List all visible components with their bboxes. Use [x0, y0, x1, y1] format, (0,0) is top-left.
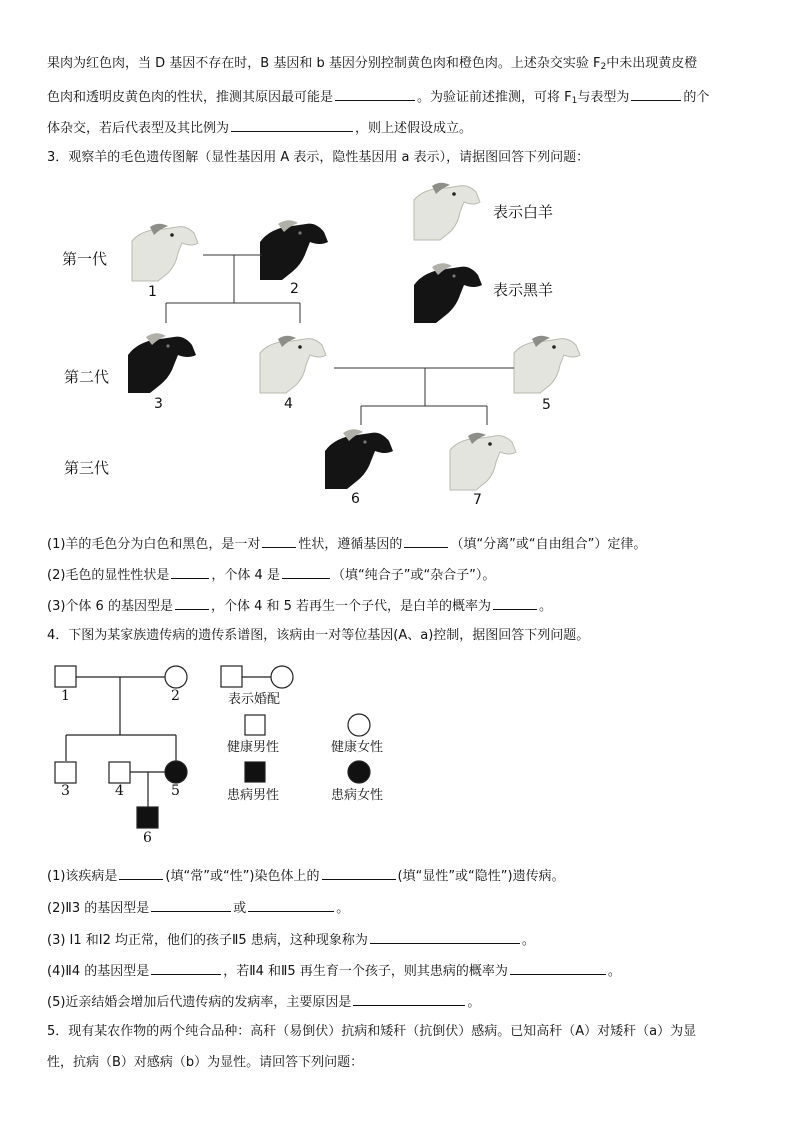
answer-blank[interactable]: [151, 960, 221, 975]
sheep-label: 4: [284, 396, 293, 412]
legend-affected-female-label: 患病女性: [331, 788, 384, 803]
answer-blank[interactable]: [404, 533, 448, 548]
sheep-label: 3: [154, 396, 163, 412]
answer-blank[interactable]: [353, 991, 465, 1006]
legend-healthy-female-label: 健康女性: [331, 740, 384, 755]
q4-stem: 4．下图为某家族遗传病的遗传系谱图，该病由一对等位基因(A、a)控制，据图回答下列问题。: [47, 628, 590, 643]
legend-marriage-male-icon: [221, 666, 242, 687]
answer-blank[interactable]: [231, 117, 353, 132]
legend-black-label: 表示黑羊: [493, 281, 554, 299]
answer-blank[interactable]: [510, 960, 606, 975]
answer-blank[interactable]: [175, 595, 209, 610]
q5-line2: 性，抗病（B）对感病（b）为显性。请回答下列问题：: [47, 1055, 364, 1070]
legend-affected-female-icon: [348, 761, 370, 783]
q5-line1: 5．现有某农作物的两个纯合品种：高秆（易倒伏）抗病和矮秆（抗倒伏）感病。已知高秆（A）对矮秆（a）为显: [47, 1024, 697, 1039]
legend-black-sheep-icon: [414, 263, 482, 323]
answer-blank[interactable]: [119, 865, 163, 880]
generation-3-label: 第三代: [64, 459, 110, 477]
sheep-label: 2: [290, 281, 299, 297]
q3-stem: 3．观察羊的毛色遗传图解（显性基因用 A 表示，隐性基因用 a 表示），请据图回答下列问题：: [47, 150, 590, 165]
answer-blank[interactable]: [248, 897, 334, 912]
answer-blank[interactable]: [493, 595, 537, 610]
answer-blank[interactable]: [322, 865, 396, 880]
answer-blank[interactable]: [631, 86, 681, 101]
sheep-label: 5: [542, 397, 551, 413]
answer-blank[interactable]: [335, 86, 415, 101]
q2-line2: 色肉和透明皮黄色肉的性状，推测其原因最可能是 。为验证前述推测，可将 $F_1$与表型为 的个: [47, 86, 709, 111]
legend-white-label: 表示白羊: [493, 203, 554, 221]
legend-healthy-male-icon: [245, 715, 265, 735]
family-pedigree-diagram: [0, 655, 794, 855]
sheep-7-white: [450, 433, 516, 490]
legend-healthy-male-label: 健康男性: [227, 740, 280, 755]
sheep-label: 6: [351, 491, 360, 507]
q4-sub5: (5)近亲结婚会增加后代遗传病的发病率，主要原因是 。: [47, 991, 480, 1013]
legend-affected-male-label: 患病男性: [227, 788, 280, 803]
q3-sub2: (2)毛色的显性性状是 ，个体 4 是 （填“纯合子”或“杂合子”）。: [47, 564, 495, 586]
pedigree-label: 1: [61, 688, 70, 704]
pedigree-i2-healthy-female: [165, 666, 187, 688]
answer-blank[interactable]: [171, 564, 209, 579]
pedigree-label: 6: [143, 830, 152, 846]
q4-sub1: (1)该疾病是 (填“常”或“性”)染色体上的 (填“显性”或“隐性”)遗传病。: [47, 865, 565, 887]
sheep-1-white: [132, 224, 198, 281]
q3-sub1: (1)羊的毛色分为白色和黑色，是一对 性状，遵循基因的 （填“分离”或“自由组合”）定律。: [47, 533, 646, 555]
sheep-6-black: [325, 429, 393, 489]
answer-blank[interactable]: [370, 929, 520, 944]
generation-2-label: 第二代: [64, 368, 110, 386]
pedigree-iii6-affected-male: [137, 807, 158, 828]
legend-white-sheep-icon: [414, 183, 480, 240]
pedigree-label: 2: [171, 688, 180, 704]
pedigree-ii3-healthy-male: [55, 762, 76, 783]
q4-sub4: (4)Ⅱ4 的基因型是 ，若Ⅱ4 和Ⅱ5 再生育一个孩子，则其患病的概率为 。: [47, 960, 621, 982]
legend-marriage-female-icon: [271, 666, 293, 688]
legend-healthy-female-icon: [348, 714, 370, 736]
q2-line1: 果肉为红色肉，当 D 基因不存在时，B 基因和 b 基因分别控制黄色肉和橙色肉。上述杂交实验 $F_2$中未出现黄皮橙: [47, 56, 698, 72]
sheep-5-white: [514, 336, 580, 393]
sheep-pedigree-diagram: [0, 175, 794, 520]
sheep-label: 7: [473, 492, 482, 508]
q3-sub3: (3)个体 6 的基因型是 ，个体 4 和 5 若再生一个子代，是白羊的概率为 。: [47, 595, 552, 617]
pedigree-label: 3: [61, 783, 70, 799]
q4-sub3: (3) Ⅰ1 和Ⅰ2 均正常，他们的孩子Ⅱ5 患病，这种现象称为 。: [47, 929, 535, 951]
answer-blank[interactable]: [151, 897, 231, 912]
answer-blank[interactable]: [282, 564, 330, 579]
pedigree-i1-healthy-male: [55, 666, 76, 687]
legend-affected-male-icon: [245, 762, 265, 782]
pedigree-label: 5: [171, 783, 180, 799]
sheep-4-white: [260, 336, 326, 393]
q4-sub2: (2)Ⅱ3 的基因型是 或 。: [47, 897, 349, 919]
pedigree-label: 4: [115, 783, 124, 799]
sheep-3-black: [128, 333, 196, 393]
sheep-2-black: [260, 220, 328, 280]
answer-blank[interactable]: [262, 533, 296, 548]
pedigree-ii4-healthy-male: [109, 762, 130, 783]
sheep-label: 1: [148, 284, 157, 300]
legend-marriage-label: 表示婚配: [228, 692, 281, 707]
q2-line3: 体杂交，若后代表型及其比例为 ，则上述假设成立。: [47, 117, 472, 139]
pedigree-ii5-affected-female: [165, 761, 187, 783]
generation-1-label: 第一代: [62, 250, 108, 268]
